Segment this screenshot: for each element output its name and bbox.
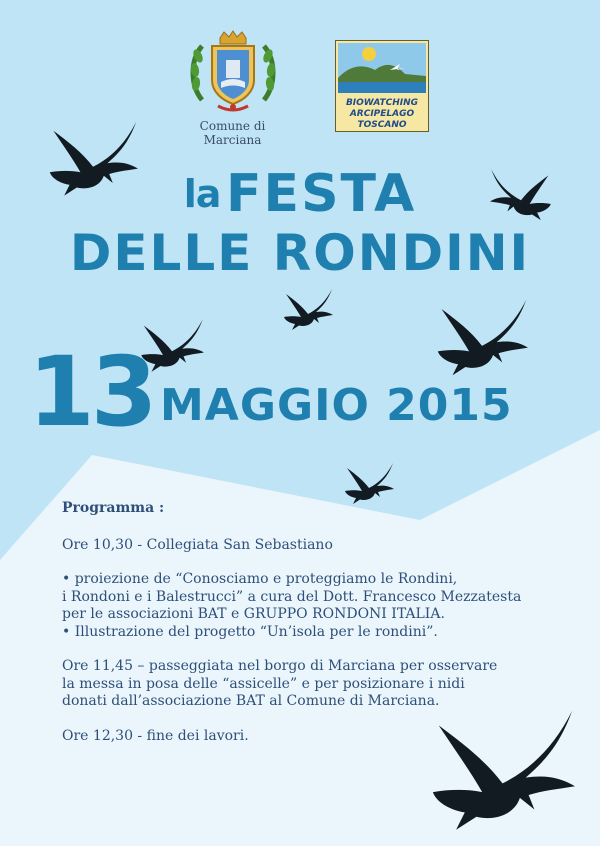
swallow-icon <box>284 289 333 330</box>
date-month-year: MAGGIO 2015 <box>160 380 513 431</box>
program-heading: Programma : <box>62 500 165 516</box>
swallow-icon <box>345 463 394 504</box>
program-walk <box>62 658 532 711</box>
program-bullets <box>62 571 532 641</box>
title-line-1 <box>0 164 600 224</box>
bat-text-2: ARCIPELAGO <box>349 109 415 119</box>
bat-text-3: TOSCANO <box>357 120 407 130</box>
program-item: Ore 12,30 - fine dei lavori. <box>62 727 249 744</box>
program-section <box>62 500 532 762</box>
swallow-icon <box>438 300 528 375</box>
date-day: 13 <box>28 336 154 448</box>
comune-caption: Comune di Marciana <box>199 119 266 147</box>
title-festa: FESTA <box>226 164 417 224</box>
title-la: la <box>183 172 221 216</box>
title-line-2: DELLE RONDINI <box>69 224 531 282</box>
program-item: Ore 10,30 - Collegiata San Sebastiano <box>62 536 333 553</box>
program-line: • Illustrazione del progetto “Un’isola per le rondini”. <box>62 623 438 640</box>
program-line: • proiezione de “Conosciamo e proteggiamo le Rondini, <box>62 571 458 587</box>
program-line: donati dall’associazione BAT al Comune di Marciana. <box>62 693 440 709</box>
program-line: Ore 11,45 – passeggiata nel borgo di Marciana per osservare <box>62 658 498 674</box>
program-line: la messa in posa delle “assicelle” e per posizionare i nidi <box>62 675 465 692</box>
program-line: i Rondoni e i Balestrucci” a cura del Dott. Francesco Mezzatesta <box>62 588 522 605</box>
program-line: per le associazioni BAT e GRUPPO RONDONI ITALIA. <box>62 606 445 622</box>
bat-text-1: BIOWATCHING <box>345 98 419 108</box>
